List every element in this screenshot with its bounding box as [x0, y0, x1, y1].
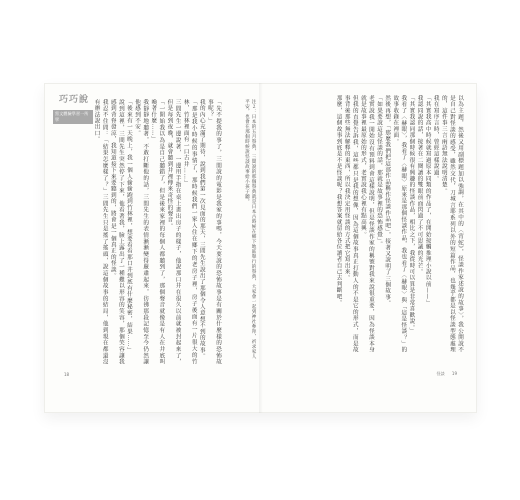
book-gutter — [259, 83, 263, 413]
right-page-body-text: 以為主題，然後又用副標題加以強調，在其中的〈宵蛇》，怪談作家述說的故事〉，我公開說不是自己對怪談的感受，雖然交代，刀城言耶系列以外的短篇作品，也幾乎都是以怪談型態處理的，這件事三言兩語無法說明清楚。 我在寫序言時，曾經這樣說過。 「其實我高中時候就寫過原本同類的作品了，在開始接觸推理小說以前——」 我認同說的話，接著在二閱讀的雙眼前面閃過了不可思議的光芒。 「其實我認同那個時候很有興趣的怪談作品，相比之下，我從時可以算是非常喜歡說。」 我看了〈赫眼〉，我看了〈赫眼〉原來是那個怪談作品，我也看了〈赫眼〉與「這是怪談？」的故事收錄在裡面。 然後再想，「那麼我們把這部作品稱作怪談作品吧」，接著又說明了三個故事。 「如果要說這是怪談的話，那就是故事裡的恐怖感覺」。 老實說我一開始沒有預料到會這樣說明，但是怪談作家的稱號對我來說很重要，因為怪談本身就是故事裡最原始的形式，老實說我心裡有點高興。 但我的直覺告訴我，這些都只是我的想像，因為這個故事真正打動人的不是它的形式，而是故事背後那些無法解釋的東西，所以我決定用怪談的方式把它寫出來。 那麼，這個故事到底是不是怪談呢？我想答案就留給各位讀者自己去判斷吧。 — [335, 95, 463, 353]
running-head: 怪談 — [436, 371, 445, 376]
left-page-number: 18 — [64, 372, 70, 377]
left-page-footnote: 注２：日本的五月祭典，三間說的那個祭典就是日本古時候在鄉下地區舉行的祭典，大家會一起到神社參拜，祈求家人平安，也會在那個時候說怪談故事給小孩子聽。 — [244, 99, 256, 359]
chapter-title: 巧巧說 — [59, 95, 90, 105]
left-page-body-text: 「先不提我的事了，三間說的電影是我家的事嗎，今天要說的恐怖故事是有關於什麼樣的恐怖故事呢？」 我的內心充滿了期待，說到我們第一次見面的那天，三間先生說出了那個令人意想不到的故事。 「那是我小時候的事情了，那時候我們一家人住在鄉下的老房子裡，房子後面有一片很大的竹林，竹林裡面有一口古井……」 三間先生一邊說著，一邊用手指在桌上畫出房子的樣子，他說那口井在很久以前就被封起來了，但是每到夜晚，就會聽到井裡傳來奇怪的聲音。 「一開始我以為是自己聽錯了，但是後來家裡的每個人都聽到了，那個聲音就像是有人在井底叫喚著什麼……」 我靜靜地聽著，不敢打斷他的話，三間先生的表情漸漸變得嚴肅起來，彷彿那段記憶至今仍然讓他感到不安。 「後來有一天晚上，我一個人偷偷跑到竹林裡，想要看看那口井到底有什麼秘密，結果……」 說到這裡，三間先生突然停了下來，他看著我，臉上露出了一種難以形容的笑容，那個笑容讓我感到背脊發涼，我知道接下來要聽到的，將會是一個真正的怪談。 我忍不住問：「結果怎麼樣了？」三間先生只是搖了搖頭，說這個故事的結局，他到現在都還沒有辦法說出口。 — [93, 99, 221, 365]
right-page-number: 19 — [451, 371, 457, 376]
right-folio — [437, 371, 457, 377]
chapter-subtitle: 寫文體驗學習一所學 — [53, 110, 93, 124]
book-spread — [44, 83, 477, 413]
